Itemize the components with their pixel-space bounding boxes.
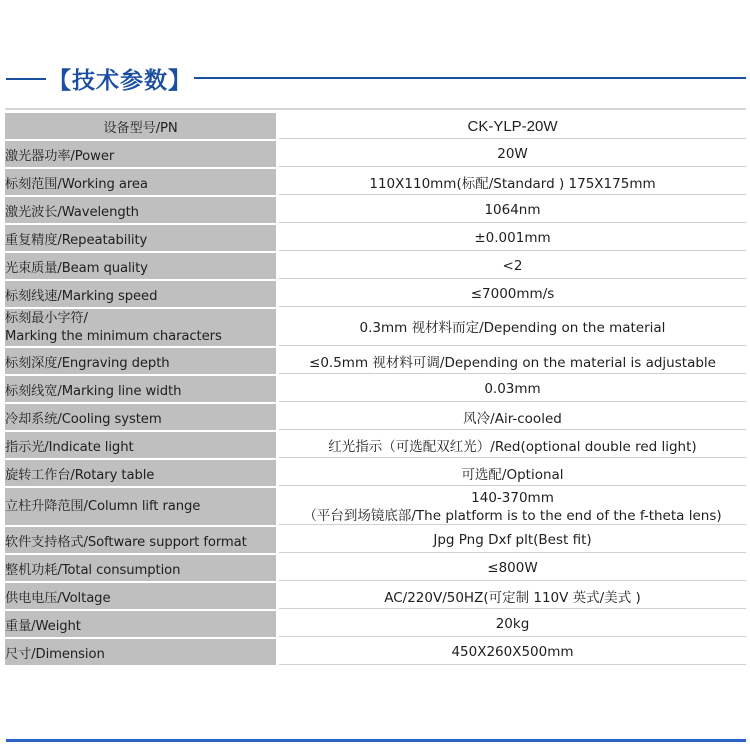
table-row bbox=[5, 582, 746, 610]
row-value: 20kg bbox=[278, 610, 747, 638]
row-label: 整机功耗/Total consumption bbox=[5, 554, 278, 582]
table-row bbox=[5, 168, 746, 196]
row-value: ≤0.5mm 视材料可调/Depending on the material is adjustable bbox=[278, 347, 747, 375]
row-label-line-2: Marking the minimum characters bbox=[5, 328, 222, 344]
section-header bbox=[0, 58, 750, 98]
row-label: 重复精度/Repeatability bbox=[5, 224, 278, 252]
row-label: 标刻范围/Working area bbox=[5, 168, 278, 196]
table-row bbox=[5, 252, 746, 280]
row-value: 可选配/Optional bbox=[278, 459, 747, 487]
row-label: 激光器功率/Power bbox=[5, 140, 278, 168]
table-row bbox=[5, 280, 746, 308]
row-label: 立柱升降范围/Column lift range bbox=[5, 487, 278, 526]
row-value: Jpg Png Dxf plt(Best fit) bbox=[278, 526, 747, 554]
row-value-line-2: （平台到场镜底部/The platform is to the end of the f-theta lens) bbox=[303, 507, 722, 524]
table-top-rule bbox=[5, 108, 746, 110]
row-label: 设备型号/PN bbox=[5, 112, 278, 140]
row-value: 450X260X500mm bbox=[278, 638, 747, 666]
row-label: 重量/Weight bbox=[5, 610, 278, 638]
row-label: 冷却系统/Cooling system bbox=[5, 403, 278, 431]
row-label: 供电电压/Voltage bbox=[5, 582, 278, 610]
table-row bbox=[5, 347, 746, 375]
row-label-line-1: 标刻最小字符/ bbox=[5, 310, 88, 326]
row-value: <2 bbox=[278, 252, 747, 280]
spec-table bbox=[5, 111, 746, 666]
row-value: 20W bbox=[278, 140, 747, 168]
row-value: 0.03mm bbox=[278, 375, 747, 403]
table-row bbox=[5, 638, 746, 666]
row-value: 110X110mm(标配/Standard ) 175X175mm bbox=[278, 168, 747, 196]
table-row bbox=[5, 375, 746, 403]
footer-rule bbox=[6, 739, 746, 742]
row-value: 0.3mm 视材料而定/Depending on the material bbox=[278, 308, 747, 347]
table-row bbox=[5, 431, 746, 459]
row-label: 旋转工作台/Rotary table bbox=[5, 459, 278, 487]
row-value: ≤800W bbox=[278, 554, 747, 582]
row-value: ≤7000mm/s bbox=[278, 280, 747, 308]
row-label: 光束质量/Beam quality bbox=[5, 252, 278, 280]
table-row bbox=[5, 403, 746, 431]
table-row bbox=[5, 487, 746, 526]
row-label: 指示光/Indicate light bbox=[5, 431, 278, 459]
row-label: 标刻线速/Marking speed bbox=[5, 280, 278, 308]
table-row bbox=[5, 140, 746, 168]
row-value: ±0.001mm bbox=[278, 224, 747, 252]
row-value: 红光指示（可选配双红光）/Red(optional double red light) bbox=[278, 431, 747, 459]
table-row bbox=[5, 610, 746, 638]
table-row bbox=[5, 554, 746, 582]
table-row bbox=[5, 526, 746, 554]
table-row bbox=[5, 196, 746, 224]
section-title: 【技术参数】 bbox=[48, 68, 192, 94]
table-row bbox=[5, 459, 746, 487]
row-label: 标刻深度/Engraving depth bbox=[5, 347, 278, 375]
row-value: AC/220V/50HZ(可定制 110V 英式/美式 ) bbox=[278, 582, 747, 610]
row-value: 1064nm bbox=[278, 196, 747, 224]
row-label: 尺寸/Dimension bbox=[5, 638, 278, 666]
row-label bbox=[5, 308, 278, 347]
row-value: 风冷/Air-cooled bbox=[278, 403, 747, 431]
row-value: CK-YLP-20W bbox=[278, 112, 747, 140]
row-label: 标刻线宽/Marking line width bbox=[5, 375, 278, 403]
table-row bbox=[5, 308, 746, 347]
table-row bbox=[5, 112, 746, 140]
row-label: 软件支持格式/Software support format bbox=[5, 526, 278, 554]
row-value bbox=[278, 487, 747, 526]
header-rule-right bbox=[194, 77, 746, 79]
row-value-line-1: 140-370mm bbox=[471, 489, 554, 506]
row-label: 激光波长/Wavelength bbox=[5, 196, 278, 224]
header-rule-left bbox=[6, 78, 46, 80]
table-row bbox=[5, 224, 746, 252]
